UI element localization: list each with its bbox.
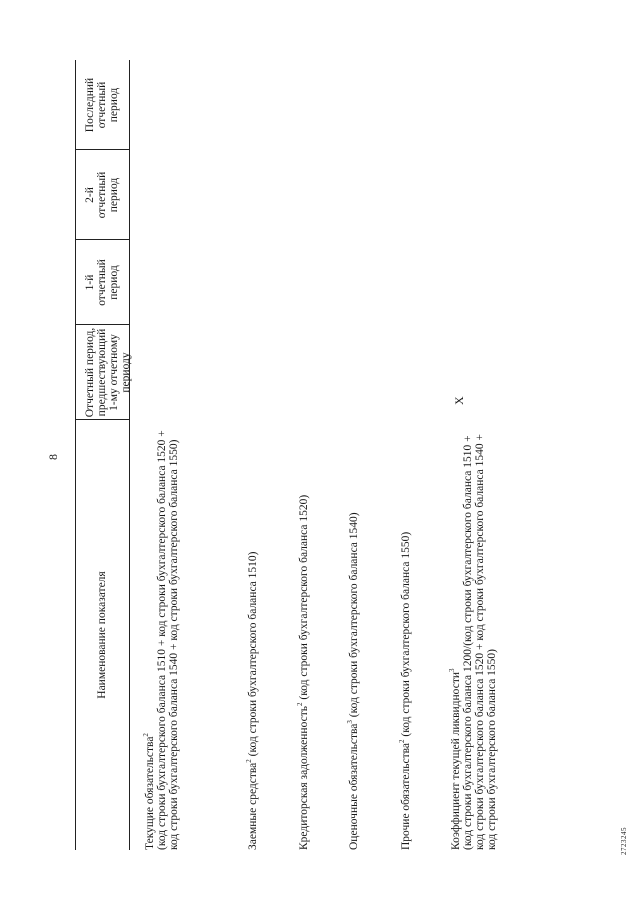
row-detail: (код строки бухгалтерского баланса 1510 + код строки бухгалтерского баланса 1520 + код строки бухгалтерского баланса 1540 + код строки бухгалтерского баланса 1550) (156, 430, 180, 850)
table-row (348, 420, 360, 850)
row-title: Оценочные обязательства (348, 723, 360, 850)
header-period-2: 2-й отчетный период (84, 171, 120, 219)
row-detail: (код строки бухгалтерского баланса 1540) (348, 512, 360, 718)
table-row (298, 420, 310, 850)
row-detail: (код строки бухгалтерского баланса 1200/(код строки бухгалтерского баланса 1510 + код строки бухгалтерского баланса 1520 + код строки бухгалтерского баланса 1540 + код строки бухгалтерского баланса 1550) (462, 434, 498, 850)
row-footnote-mark: 2 (245, 759, 254, 763)
table-row (450, 430, 498, 850)
row-detail: (код строки бухгалтерского баланса 1550) (400, 531, 412, 737)
page-number: 8 (46, 454, 60, 460)
row-title: Заемные средства (247, 762, 259, 850)
row-detail: (код строки бухгалтерского баланса 1510) (247, 551, 259, 757)
row-title: Текущие обязательства (144, 736, 156, 850)
row-footnote-mark: 2 (296, 702, 305, 706)
header-indicator-name: Наименование показателя (96, 571, 108, 699)
row-footnote-mark: 3 (448, 668, 457, 672)
row-footnote-mark: 2 (142, 733, 151, 737)
row-detail: (код строки бухгалтерского баланса 1520) (298, 494, 310, 700)
header-prior-period: Отчетный период, предшествующий 1-му отчетному периоду (84, 327, 132, 418)
footer-code: 2723245 (620, 827, 628, 855)
row-title: Прочие обязательства (400, 742, 412, 850)
table-top-border (75, 60, 76, 850)
header-last-period: Последний отчетный период (84, 77, 120, 133)
prior-period-value: X (452, 396, 466, 405)
row-footnote-mark: 2 (398, 739, 407, 743)
table-row (144, 420, 180, 850)
table-row (247, 420, 259, 850)
row-title: Коэффициент текущей ликвидности (450, 672, 462, 850)
header-bottom-border (129, 60, 130, 850)
table-row (400, 420, 412, 850)
row-footnote-mark: 3 (346, 720, 355, 724)
row-title: Кредиторская задолженность (298, 706, 310, 850)
header-period-1: 1-й отчетный период (84, 259, 120, 306)
